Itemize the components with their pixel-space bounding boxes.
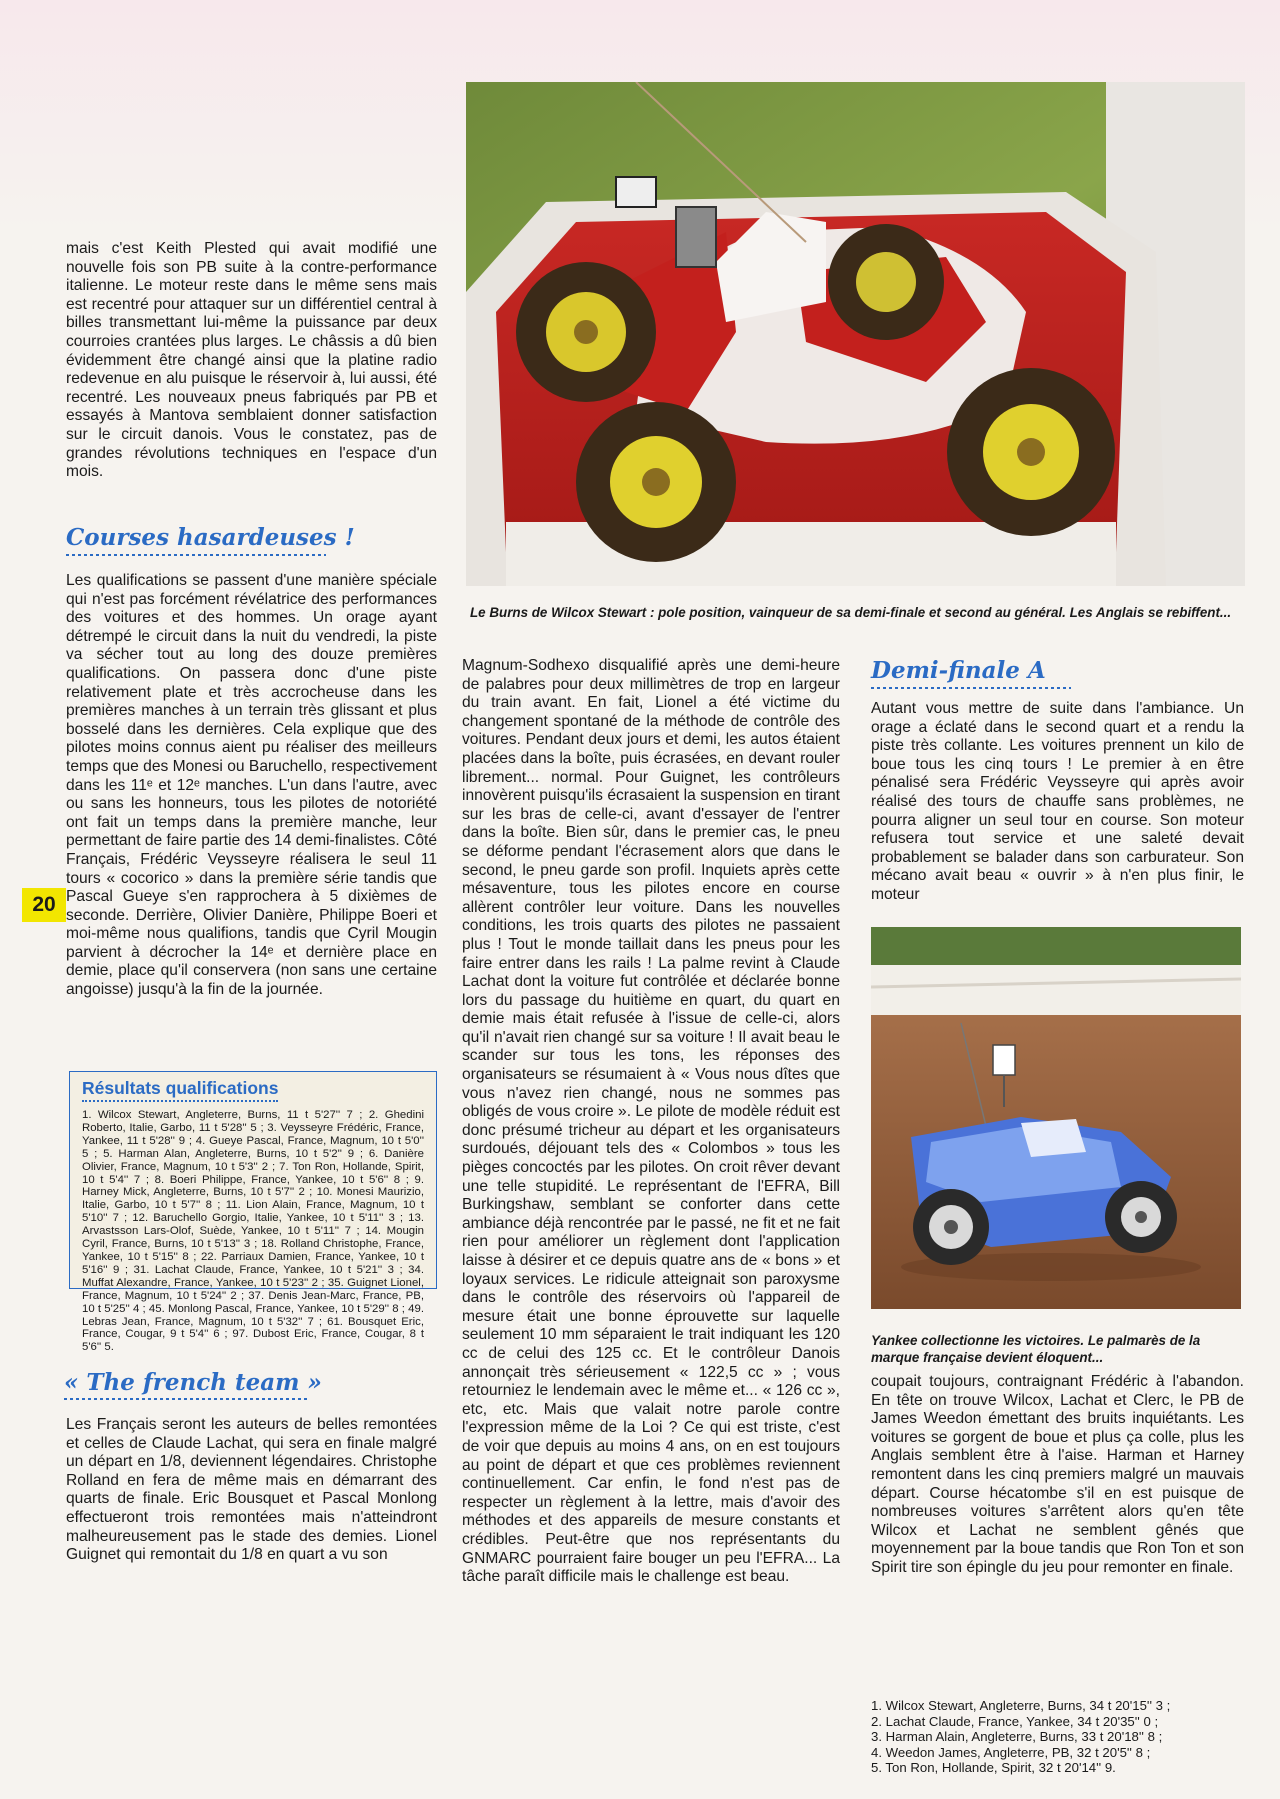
heading-french-team: « The french team » — [64, 1369, 322, 1396]
top-photo-caption: Le Burns de Wilcox Stewart : pole position, vainqueur de sa demi-finale et second au général. Les Anglais se rebiffent... — [470, 605, 1232, 620]
final-result-item: 4. Weedon James, Angleterre, PB, 32 t 20'5'' 8 ; — [871, 1744, 1151, 1760]
french-paragraph: Les Français seront les auteurs de belles remontées et celles de Claude Lachat, qui sera en finale malgré un départ en 1/8, deviennent légendaires. Christophe Rolland en fera de même mais en démarrant des quarts de finale. Eric Bousquet et Pascal Monlong effectueront trois remontées mais n'atteindront malheureusement pas le stade des demies. Lionel Guignet qui remontait du 1/8 en quart a vu son — [66, 1416, 437, 1564]
results-text: 1. Wilcox Stewart, Angleterre, Burns, 11 t 5'27'' 7 ; 2. Ghedini Roberto, Italie, Garbo, 11 t 5'28'' 5 ; 3. Veysseyre Frédéric, France, Yankee, 11 t 5'28'' 9 ; 4. Gueye Pascal, France, Magnum, 10 t 5'0'' 5 ; 5. Harman Alan, Angleterre, Burns, 10 t 5'2'' 9 ; 6. Danière Olivier, France, Magnum, 10 t 5'3'' 2 ; 7. Ton Ron, Hollande, Spirit, 10 t 5'4'' 7 ; 8. Boeri Philippe, France, Yankee, 10 t 5'6'' 8 ; 9. Harney Mick, Angleterre, Burns, 10 t 5'7'' 2 ; 10. Monesi Maurizio, Italie, Garbo, 10 t 5'7'' 8 ; 11. Lion Alain, France, Magnum, 10 t 5'10'' 7 ; 12. Baruchello Gorgio, Italie, Yankee, 10 t 5'11'' 3 ; 13. Arvastsson Lars-Olof, Suède, Yankee, 10 t 5'11'' 7 ; 14. Mougin Cyril, France, Burns, 10 t 5'13'' 3 ; 18. Rolland Christophe, France, Yankee, 10 t 5'15'' 8 ; 22. Parriaux Damien, France, Yankee, 10 t 5'16'' 9 ; 31. Lachat Claude, France, Yankee, 10 t 5'21'' 3 ; 34. Muffat Alexandre, France, Yankee, 10 t 5'23'' 2 ; 35. Guignet Lionel, France, Magnum, 10 t 5'24'' 2 ; 37. Denis Jean-Marc, France, PB, 10 t 5'25'' 4 ; 45. Monlong Pascal, France, Yankee, 10 t 5'29'' 8 ; 49. Lebras Jean, France, Magnum, 10 t 5'32'' 7 ; 61. Bousquet Eric, France, Cougar, 9 t 5'4'' 6 ; 97. Dubost Eric, France, Cougar, 8 t 5'6'' 5. — [82, 1109, 424, 1354]
yankee-car-illustration — [871, 927, 1241, 1309]
page-number: 20 — [22, 888, 66, 922]
final-result-item: 5. Ton Ron, Hollande, Spirit, 32 t 20'14'' 9. — [871, 1760, 1116, 1775]
yankee-car-photo — [871, 927, 1241, 1309]
demi-paragraph: Autant vous mettre de suite dans l'ambiance. Un orage a éclaté dans le second quart et a rendu la piste très collante. Les voitures prennent un kilo de boue tous les cinq tours ! Le premier à en être pénalisé sera Frédéric Veysseyre qui après avoir réalisé des tours de chauffe sans problèmes, ne pourra aligner un seul tour en course. Son moteur refusera tout service et une saleté devait probablement se balader dans son carburateur. Son mécano avait beau « ouvrir » à n'en plus finir, le moteur — [871, 700, 1244, 903]
final-result-item: 1. Wilcox Stewart, Angleterre, Burns, 34 t 20'15'' 3 ; — [871, 1698, 1171, 1713]
heading-courses-hasardeuses: Courses hasardeuses ! — [66, 524, 355, 551]
intro-paragraph: mais c'est Keith Plested qui avait modifié une nouvelle fois son PB suite à la contre-performance italienne. Le moteur reste dans le même sens mais est recentré pour attaquer sur un différentiel central à billes transmettant lui-même la puissance par deux courroies crantées plus larges. Le châssis a dû bien évidemment être changé ainsi que la platine radio redevenue en alu puisque le réservoir à, lui aussi, été recentré. Les nouveaux pneus fabriqués par PB et essayés à Mantova semblaient donner satisfaction sur le circuit danois. Vous le constatez, pas de grandes révolutions techniques en l'espace d'un mois. — [66, 240, 437, 481]
col2-paragraph: Magnum-Sodhexo disqualifié après une demi-heure de palabres pour deux millimètres de trop en largeur du train avant. En fait, Lionel a été victime du changement spontané de la méthode de contrôle des voitures. Pendant deux jours et demi, les autos étaient placées dans la boîte, puis écrasées, en devant rouler librement... normal. Pour Guignet, les contrôleurs innovèrent puisqu'ils écrasaient la suspension en tirant sur les bras de celle-ci, avant d'essayer de l'entrer dans la boîte. Bien sûr, dans le premier cas, le pneu se déforme pendant l'écrasement alors que dans le second, le pneu garde son profil. Inquiets après cette mésaventure, tous les pilotes encore en course allèrent contrôler leur voiture. Dans les nouvelles conditions, les trois quarts des pilotes ne passaient plus ! Tout le monde taillait dans les pneus pour les faire entrer dans les rails ! La palme revint à Claude Lachat dont la voiture fut contrôlée et déclarée bonne lors du passage du huitième en quart, du quart en demie mais était refusée à l'issue de celle-ci, alors qu'il n'avait rien changé sur sa voiture ! Il avait beau le scander sur tous les tons, les réponses des organisateurs se résumaient à « Vous nous dîtes que vous n'avez rien changé, nous ne sommes pas obligés de vous croire ». Le pilote de modèle réduit est donc présumé tricheur au départ et les organisateurs surdoués, déjouant tels des « Colombos » tous les pièges concoctés par les pilotes. On croit rêver devant une telle stupidité. Le représentant de l'EFRA, Bill Burkingshaw, semblant se conforter dans cette ambiance déjà rencontrée par le passé, ne fit et ne fait rien pour améliorer un règlement dont l'application laisse à désirer et ce depuis quatre ans de « bons » et loyaux services. Le ridicule atteignait son paroxysme dans le contrôle des réservoirs où l'appareil de mesure était une bonne éprouvette sur laquelle seulement 10 mm séparaient le trait indiquant les 120 cc de celui des 125 cc. Et le contrôleur Danois annonçait très sérieusement « 122,5 cc » ; vous retourniez le lendemain avec le même et... « 126 cc », etc, etc. Mais que valait notre parole contre l'expression même de la Loi ? Ce qui est triste, c'est de voir que depuis au moins 4 ans, on en est toujours au point de départ et que ces problèmes reviennent continuellement. Car enfin, le fond n'est pas de respecter un règlement à la lettre, mais d'avoir des méthodes et des appareils de mesure constants et crédibles. Peut-être que nos représentants du GNMARC pourraient faire bouger un peu l'EFRA... La tâche paraît difficile mais le challenge est beau. — [462, 657, 840, 1586]
heading-underline — [64, 1398, 310, 1400]
final-result-item: 3. Harman Alain, Angleterre, Burns, 33 t 20'18'' 8 ; — [871, 1729, 1163, 1744]
courses-paragraph: Les qualifications se passent d'une manière spéciale qui n'est pas forcément révélatrice des performances des voitures et des hommes. Un orage ayant détrempé le circuit dans la nuit du vendredi, la piste va sécher tout au long des douze premières qualifications. On passera donc d'une piste relativement plate et très accrocheuse dans les premières manches à un terrain très glissant et plus bosselé dans les dernières. Cela explique que des pilotes moins connus aient pu réaliser des meilleurs temps que des Monesi ou Baruchello, respectivement dans les 11ᵉ et 12ᵉ manches. L'un dans l'autre, avec ou sans les honneurs, tous les pilotes de notoriété ont fait un temps dans la première manche, leur permettant de faire partie des 14 demi-finalistes. Côté Français, Frédéric Veysseyre réalisera le seul 11 tours « cocorico » dans la première série tandis que Pascal Gueye s'en rapprochera à 5 dixièmes de seconde. Derrière, Olivier Danière, Philippe Boeri et moi-même nous qualifions, tandis que Cyril Mougin parvient à décrocher la 14ᵉ et dernière place en demie, place qu'il conservera (non sans une certaine angoisse) jusqu'à la fin de la journée. — [66, 572, 437, 999]
yankee-photo-caption: Yankee collectionne les victoires. Le palmarès de la marque française devient éloquent... — [871, 1333, 1201, 1365]
results-title: Résultats qualifications — [82, 1078, 278, 1102]
heading-demi-finale-a: Demi-finale A — [871, 657, 1046, 684]
burns-car-photo — [466, 82, 1245, 586]
heading-underline — [871, 687, 1071, 689]
heading-underline — [66, 554, 326, 556]
results-qualifications-box — [69, 1071, 437, 1354]
after-photo-paragraph: coupait toujours, contraignant Frédéric à l'abandon. En tête on trouve Wilcox, Lachat et Clerc, le PB de James Weedon émettant des bruits inquiétants. Les voitures se gorgent de boue et plus ça colle, plus les Anglais semblent être à l'aise. Harman et Harney remontent dans les cinq premiers malgré un mauvais départ. Course hécatombe s'il en est puisque de nombreuses voitures s'arrêtent alors qu'en tête Wilcox et Lachat ne semblent gênés que moyennement par la boue tandis que Ron Ton et son Spirit tire son épingle du jeu pour remonter en finale. — [871, 1373, 1244, 1576]
demi-finale-results-list — [871, 1698, 1244, 1776]
burns-car-illustration — [466, 82, 1245, 586]
final-result-item: 2. Lachat Claude, France, Yankee, 34 t 20'35'' 0 ; — [871, 1713, 1159, 1729]
